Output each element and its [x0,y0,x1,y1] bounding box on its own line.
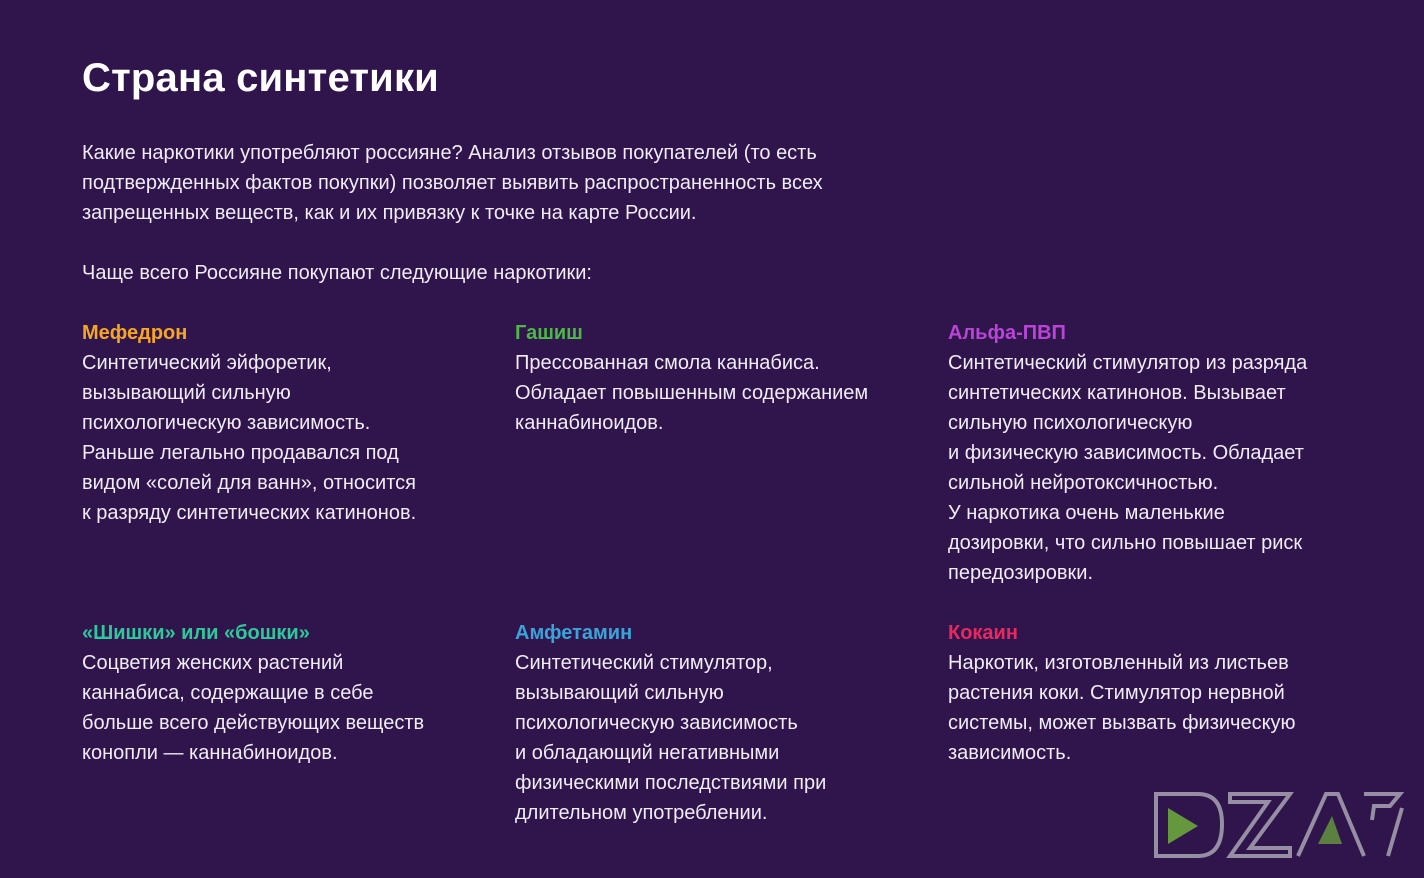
card-alpha-pvp [948,318,1382,618]
card-hashish [515,318,948,618]
card-title: Альфа-ПВП [948,322,1066,344]
card-description: Наркотик, изготовленный из листьев растения коки. Стимулятор нервной системы, может вызвать физическую зависимость. [948,652,1296,764]
card-title: Амфетамин [515,622,633,644]
dzagi-watermark-logo [1150,786,1416,866]
card-buds [82,618,515,878]
card-title: Кокаин [948,622,1018,644]
card-title: Гашиш [515,322,583,344]
card-description: Синтетический эйфоретик, вызывающий сильную психологическую зависимость. Раньше легально продавался под видом «солей для ванн», относится к разряду синтетических катинонов. [82,352,417,524]
intro-paragraph: Какие наркотики употребляют россияне? Анализ отзывов покупателей (то есть подтвержденных фактов покупки) позволяет выявить распространенность всех запрещенных веществ, как и их привязку к точке на карте России. [82,142,823,224]
page-title: Страна синтетики [82,56,439,100]
card-mephedrone [82,318,515,618]
card-title: Мефедрон [82,322,188,344]
card-description: Соцветия женских растений каннабиса, содержащие в себе больше всего действующих веществ конопли — каннабиноидов. [82,652,425,764]
lead-text: Чаще всего Россияне покупают следующие наркотики: [82,262,592,284]
card-title: «Шишки» или «бошки» [82,622,310,644]
card-amphetamine [515,618,948,878]
card-description: Синтетический стимулятор, вызывающий сильную психологическую зависимость и обладающий негативными физическими последствиями при длительном употреблении. [515,652,827,824]
card-description: Прессованная смола каннабиса. Обладает повышенным содержанием каннабиноидов. [515,352,869,434]
card-description: Синтетический стимулятор из разряда синтетических катинонов. Вызывает сильную психологическую и физическую зависимость. Обладает сильной нейротоксичностью. У наркотика очень маленькие дозировки, что сильно повышает риск передозировки. [948,352,1308,584]
